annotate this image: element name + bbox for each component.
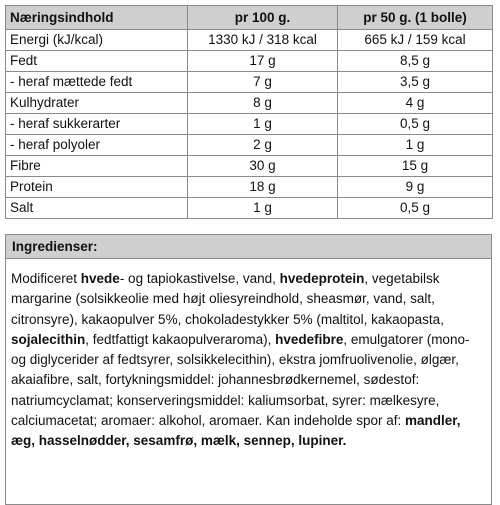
- allergen-text: hvedeprotein: [279, 271, 365, 286]
- allergen-text: mandler, æg, hasselnødder, sesamfrø, mælk, sennep, lupiner.: [11, 413, 461, 449]
- value-per-100g: 1 g: [188, 114, 338, 135]
- nutrient-label: Fedt: [6, 51, 188, 72]
- header-nutrient: Næringsindhold: [6, 6, 188, 30]
- ingredient-text: Modificeret: [11, 271, 81, 286]
- ingredients-text: [6, 259, 491, 504]
- nutrient-label: Kulhydrater: [6, 93, 188, 114]
- value-per-50g: 0,5 g: [338, 198, 493, 219]
- nutrient-label: Fibre: [6, 156, 188, 177]
- value-per-100g: 18 g: [188, 177, 338, 198]
- table-row: [6, 51, 493, 72]
- value-per-50g: 3,5 g: [338, 72, 493, 93]
- table-row: [6, 198, 493, 219]
- table-row: [6, 156, 493, 177]
- table-row: [6, 30, 493, 51]
- value-per-100g: 30 g: [188, 156, 338, 177]
- value-per-50g: 15 g: [338, 156, 493, 177]
- ingredients-title: Ingredienser:: [6, 235, 491, 259]
- value-per-50g: 665 kJ / 159 kcal: [338, 30, 493, 51]
- header-per-100g: pr 100 g.: [188, 6, 338, 30]
- value-per-100g: 8 g: [188, 93, 338, 114]
- value-per-100g: 2 g: [188, 135, 338, 156]
- nutrient-label: Protein: [6, 177, 188, 198]
- ingredient-text: , vegetabilsk margarine (solsikkeolie med højt oliesyreindhold, sheasmør, vand, salt, citronsyre), kakaopulver 5%, chokoladestykker 5% (maltitol, kakaopasta,: [11, 271, 444, 327]
- value-per-100g: 17 g: [188, 51, 338, 72]
- ingredient-text: , emulgatorer (mono- og diglycerider af fedtsyrer, solsikkelecithin), ekstra jomfruolivenolie, ølgær, akaiafibre, salt, fortykningsmiddel: johannesbrødkernemel, sødestof: natriumcyclamat; konserveringsmiddel: kaliumsorbat, syrer: mælkesyre, calciumacetat; aromaer: alkohol, aromaer. Kan indeholde spor af:: [11, 331, 470, 429]
- value-per-100g: 1 g: [188, 198, 338, 219]
- value-per-50g: 0,5 g: [338, 114, 493, 135]
- table-row: [6, 114, 493, 135]
- table-row: [6, 72, 493, 93]
- allergen-text: sojalecithin: [11, 331, 86, 347]
- table-row: [6, 135, 493, 156]
- nutrient-label: - heraf polyoler: [6, 135, 188, 156]
- nutrition-table: [5, 5, 493, 219]
- table-row: [6, 177, 493, 198]
- allergen-text: hvede: [80, 271, 120, 286]
- value-per-50g: 9 g: [338, 177, 493, 198]
- nutrient-label: - heraf mættede fedt: [6, 72, 188, 93]
- table-row: [6, 93, 493, 114]
- nutrient-label: Energi (kJ/kcal): [6, 30, 188, 51]
- ingredients-box: [5, 234, 492, 505]
- value-per-100g: 7 g: [188, 72, 338, 93]
- ingredient-text: - og tapiokastivelse, vand,: [119, 271, 280, 286]
- nutrition-header-row: [6, 6, 493, 30]
- allergen-text: hvedefibre: [275, 331, 344, 347]
- value-per-100g: 1330 kJ / 318 kcal: [188, 30, 338, 51]
- ingredient-text: , fedtfattigt kakaopulveraroma),: [85, 331, 276, 347]
- value-per-50g: 8,5 g: [338, 51, 493, 72]
- value-per-50g: 1 g: [338, 135, 493, 156]
- value-per-50g: 4 g: [338, 93, 493, 114]
- header-per-50g: pr 50 g. (1 bolle): [338, 6, 493, 30]
- nutrient-label: Salt: [6, 198, 188, 219]
- nutrient-label: - heraf sukkerarter: [6, 114, 188, 135]
